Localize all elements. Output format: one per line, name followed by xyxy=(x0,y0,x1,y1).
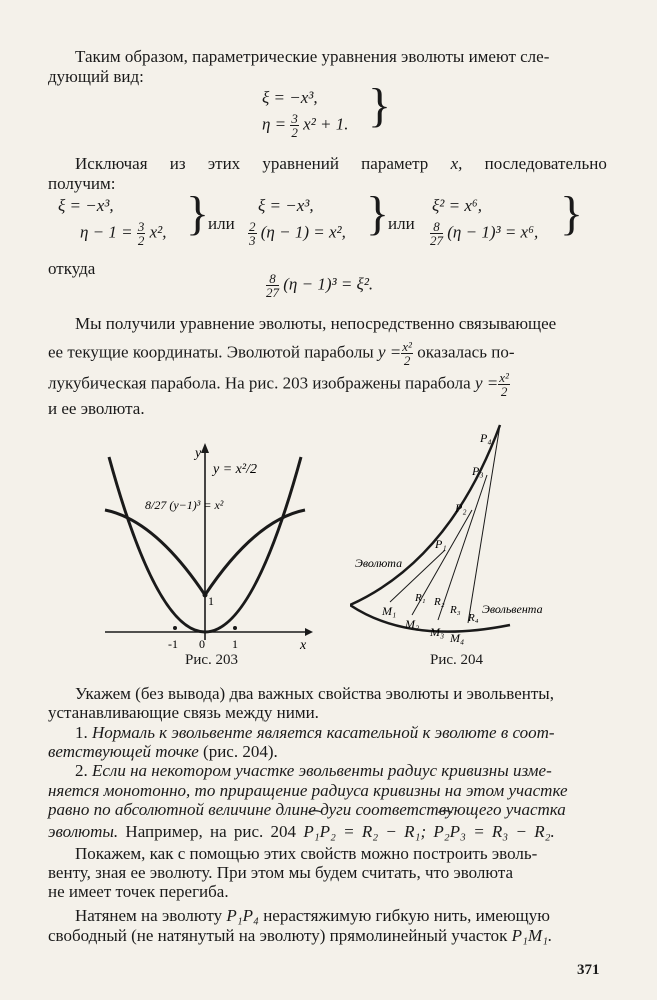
equation: η − 1 = $\frac{3}{2}$ x², xyxy=(80,219,167,248)
text-line: свободный (не натянутый на эволюту) прямолинейный участок P₁M₁. xyxy=(48,926,553,945)
equation: $\frac{2}{3}$ (η − 1) = x², xyxy=(249,219,346,248)
text-line: Укажем (без вывода) два важных свойства эволюты и эвольвенты, xyxy=(75,684,554,703)
caption-204: Рис. 204 xyxy=(430,652,484,668)
text-or: или xyxy=(208,214,235,233)
label-r4: R₄ xyxy=(468,612,479,624)
tick-label: -1 xyxy=(168,637,178,651)
label-p2: P₂ xyxy=(455,501,467,515)
text-line: дующий вид: xyxy=(48,67,144,86)
brace: } xyxy=(366,187,390,240)
text-line: Исключая из этих уравнений параметр x, последовательно xyxy=(75,154,607,173)
axis-label-y: y xyxy=(195,446,202,461)
equation: $\frac{8}{27}$ (η − 1)³ = x⁶, xyxy=(430,219,539,248)
text-line: Покажем, как с помощью этих свойств можно построить эволь- xyxy=(75,844,538,863)
text-line: откуда xyxy=(48,259,96,278)
label-involute: Эвольвента xyxy=(482,602,543,616)
tick-point xyxy=(173,626,177,630)
text-line: эволюты. Например, на рис. 204 ⁀ P₁P₂ = R₂ − R₁; ⁀ P₂P₃ = R₃ − R₂. xyxy=(48,822,555,842)
x-axis-arrow xyxy=(305,628,313,636)
brace: } xyxy=(368,79,392,132)
tick-point xyxy=(233,626,237,630)
text-or: или xyxy=(388,214,415,233)
equation: $\frac{8}{27}$ (η − 1)³ = ξ². xyxy=(266,271,374,300)
text-line: и ее эволюта. xyxy=(48,399,145,418)
label-evolute: Эволюта xyxy=(355,556,403,570)
label-p3: P₃ xyxy=(472,464,484,478)
text-line: устанавливающие связь между ними. xyxy=(48,703,319,722)
label-parabola: y = x²/2 xyxy=(213,462,257,477)
text-line: получим: xyxy=(48,174,116,193)
text-line: Натянем на эволюту P₁P₄ нерастяжимую гибкую нить, имеющую xyxy=(75,906,550,925)
tick-label: 1 xyxy=(208,594,214,608)
text-line: лукубическая парабола. На рис. 203 изображены парабола y = $\frac{\text{x²}}{2}$ xyxy=(48,370,509,399)
equation: η = $\frac{3}{2}$ x² + 1. xyxy=(262,111,349,140)
text-line: 1. Нормаль к эвольвенте является касательной к эволюте в соот- xyxy=(75,723,555,742)
label-p1: P₁ xyxy=(435,537,447,551)
text-line: 2. Если на некотором участке эвольвенты радиус кривизны изме- xyxy=(75,761,552,780)
equation: ξ² = x⁶, xyxy=(432,196,483,215)
evolute-curve xyxy=(350,425,500,605)
tick-label: 1 xyxy=(232,637,238,651)
label-m2: M₂ xyxy=(405,617,420,631)
label-r2: R₂ xyxy=(434,596,445,608)
brace: } xyxy=(560,187,584,240)
text-line: равно по абсолютной величине длине дуги соответствующего участка xyxy=(48,800,566,819)
label-m1: M₁ xyxy=(382,604,397,618)
label-m4: M₄ xyxy=(450,631,465,645)
equation: ξ = −x³, xyxy=(262,88,318,107)
text-line: няется монотонно, то приращение радиуса кривизны на этом участке xyxy=(48,781,568,800)
label-p4: P₄ xyxy=(480,431,492,445)
text-line: Мы получили уравнение эволюты, непосредственно связывающее xyxy=(75,314,557,333)
label-m3: M₃ xyxy=(430,625,445,639)
cusp-point xyxy=(203,593,208,598)
caption-203: Рис. 203 xyxy=(185,652,239,668)
text-line: ветствующей точке (рис. 204). xyxy=(48,742,278,761)
y-axis-arrow xyxy=(201,443,209,453)
text-line: ее текущие координаты. Эволютой параболы y = $\frac{\text{x²}}{2}$ оказалась по- xyxy=(48,339,515,368)
normal-line xyxy=(468,425,500,623)
figure-204 xyxy=(350,415,550,655)
text-line: не имеет точек перегиба. xyxy=(48,882,229,901)
axis-label-x: x xyxy=(300,638,307,653)
equation: ξ = −x³, xyxy=(58,196,114,215)
brace: } xyxy=(186,187,210,240)
equation: ξ = −x³, xyxy=(258,196,314,215)
text-line: Таким образом, параметрические уравнения эволюты имеют сле- xyxy=(75,47,550,66)
label-r1: R₁ xyxy=(415,592,426,604)
page-number: 371 xyxy=(577,962,600,978)
text-line: венту, зная ее эволюту. При этом мы будем считать, что эволюта xyxy=(48,863,514,882)
label-evolute: 8/27 (y−1)³ = x² xyxy=(145,498,224,512)
tick-label: 0 xyxy=(199,637,205,651)
label-r3: R₃ xyxy=(450,604,461,616)
